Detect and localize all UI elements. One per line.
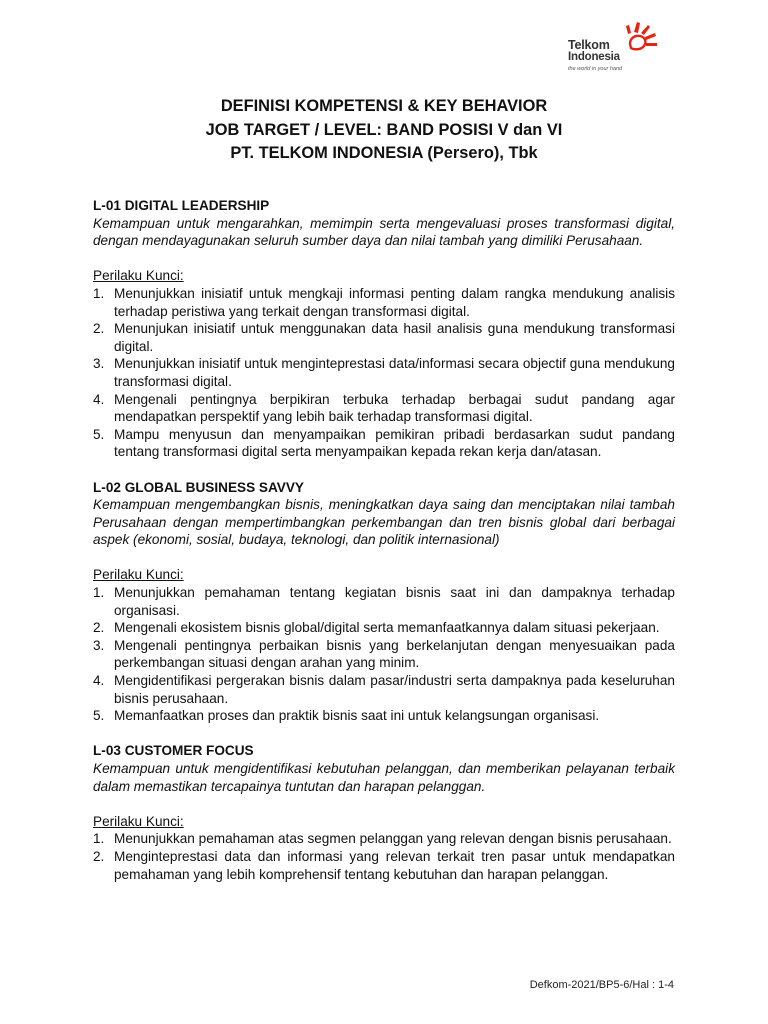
list-item <box>93 355 675 390</box>
section-digital-leadership <box>93 197 675 461</box>
list-item <box>93 426 675 461</box>
title-line-3: PT. TELKOM INDONESIA (Persero), Tbk <box>230 144 538 162</box>
list-item <box>93 320 675 355</box>
item-text: Menunjukkan inisiatif untuk mengkaji informasi penting dalam rangka mendukung analisis terhadap peristiwa yang terkait dengan transformasi digital. <box>114 285 675 319</box>
item-text: Mengidentifikasi pergerakan bisnis dalam pasar/industri serta dampaknya pada keseluruhan bisnis perusahaan. <box>114 673 675 706</box>
item-text: Mampu menyusun dan menyampaikan pemikiran pribadi berdasarkan sudut pandang tentang transformasi digital serta menyampaikan kepada rekan kerja dan/atasan. <box>114 426 675 460</box>
telkom-logo <box>568 20 668 76</box>
list-item <box>93 830 675 848</box>
section-global-business-savvy <box>93 479 675 725</box>
item-number: 3. <box>93 637 105 653</box>
section-spacer <box>93 461 675 479</box>
item-number: 1. <box>93 585 105 601</box>
item-text: Mengenali pentingnya perbaikan bisnis yang berkelanjutan dengan menyesuaikan pada perkembangan situasi dengan arahan yang minim. <box>114 637 675 671</box>
section-spacer <box>93 725 675 743</box>
item-number: 2. <box>93 848 105 864</box>
page-footer: Defkom-2021/BP5-6/Hal : 1-4 <box>529 979 674 991</box>
list-item <box>93 672 675 707</box>
section-description: Kemampuan untuk mengidentifikasi kebutuhan pelanggan, dan memberikan pelayanan terbaik dalam memastikan tercapainya tuntutan dan harapan pelanggan. <box>93 761 675 794</box>
item-text: Menginteprestasi data dan informasi yang relevan terkait tren pasar untuk mendapatkan pemahaman yang lebih komprehensif tentang kebutuhan dan harapan pelanggan. <box>114 848 675 882</box>
item-number: 5. <box>93 426 105 442</box>
item-text: Menunjukkan inisiatif untuk menginteprestasi data/informasi secara objectif guna mendukung transformasi digital. <box>114 356 675 389</box>
list-item <box>93 619 675 637</box>
behavior-list <box>93 830 675 883</box>
list-item <box>93 584 675 619</box>
list-item <box>93 391 675 426</box>
item-text: Menunjukkan pemahaman tentang kegiatan bisnis saat ini dan dampaknya terhadap organisasi. <box>114 585 675 618</box>
item-text: Mengenali ekosistem bisnis global/digital serta memanfaatkannya dalam situasi pekerjaan. <box>114 620 660 636</box>
section-title: L-02 GLOBAL BUSINESS SAVVY <box>93 479 304 495</box>
perilaku-kunci-label: Perilaku Kunci: <box>93 567 184 583</box>
perilaku-kunci-label: Perilaku Kunci: <box>93 268 184 284</box>
document-body <box>93 197 675 883</box>
logo-text-indonesia: Indonesia <box>568 51 620 63</box>
item-number: 4. <box>93 673 105 689</box>
section-title: L-01 DIGITAL LEADERSHIP <box>93 198 270 213</box>
logo-text-telkom: Telkom <box>568 38 610 52</box>
item-number: 1. <box>93 285 105 301</box>
document-title <box>93 95 675 166</box>
list-item <box>93 707 675 725</box>
logo-tagline: the world in your hand <box>568 66 623 72</box>
item-text: Menunjukkan pemahaman atas segmen pelanggan yang relevan dengan bisnis perusahaan. <box>114 831 672 847</box>
item-number: 1. <box>93 831 105 847</box>
item-number: 5. <box>93 708 105 724</box>
list-item <box>93 848 675 883</box>
item-number: 2. <box>93 321 105 337</box>
item-text: Menunjukan inisiatif untuk menggunakan data hasil analisis guna mendukung transformasi digital. <box>114 321 675 354</box>
perilaku-kunci-label: Perilaku Kunci: <box>93 813 184 829</box>
section-description: Kemampuan mengembangkan bisnis, meningkatkan daya saing dan menciptakan nilai tambah Perusahaan dengan mempertimbangkan perkembangan dan tren bisnis global dari berbagai aspek (ekonomi, sosial, budaya, teknologi, dan politik internasional) <box>93 497 675 548</box>
item-text: Memanfaatkan proses dan praktik bisnis saat ini untuk kelangsungan organisasi. <box>114 708 600 724</box>
behavior-list <box>93 285 675 461</box>
item-number: 3. <box>93 356 105 372</box>
list-item <box>93 637 675 672</box>
section-customer-focus <box>93 742 675 883</box>
section-description: Kemampuan untuk mengarahkan, memimpin serta mengevaluasi proses transformasi digital, dengan mendayagunakan seluruh sumber daya dan nilai tambah yang dimiliki Perusahaan. <box>93 215 675 249</box>
item-number: 2. <box>93 620 105 636</box>
behavior-list <box>93 584 675 725</box>
section-title: L-03 CUSTOMER FOCUS <box>93 743 254 759</box>
item-text: Mengenali pentingnya berpikiran terbuka terhadap berbagai sudut pandang agar mendapatkan perspektif yang lebih baik terhadap transformasi digital. <box>114 391 675 425</box>
list-item <box>93 285 675 320</box>
item-number: 4. <box>93 391 105 407</box>
title-line-1: DEFINISI KOMPETENSI & KEY BEHAVIOR <box>220 97 548 115</box>
title-line-2: JOB TARGET / LEVEL: BAND POSISI V dan VI <box>205 120 563 139</box>
